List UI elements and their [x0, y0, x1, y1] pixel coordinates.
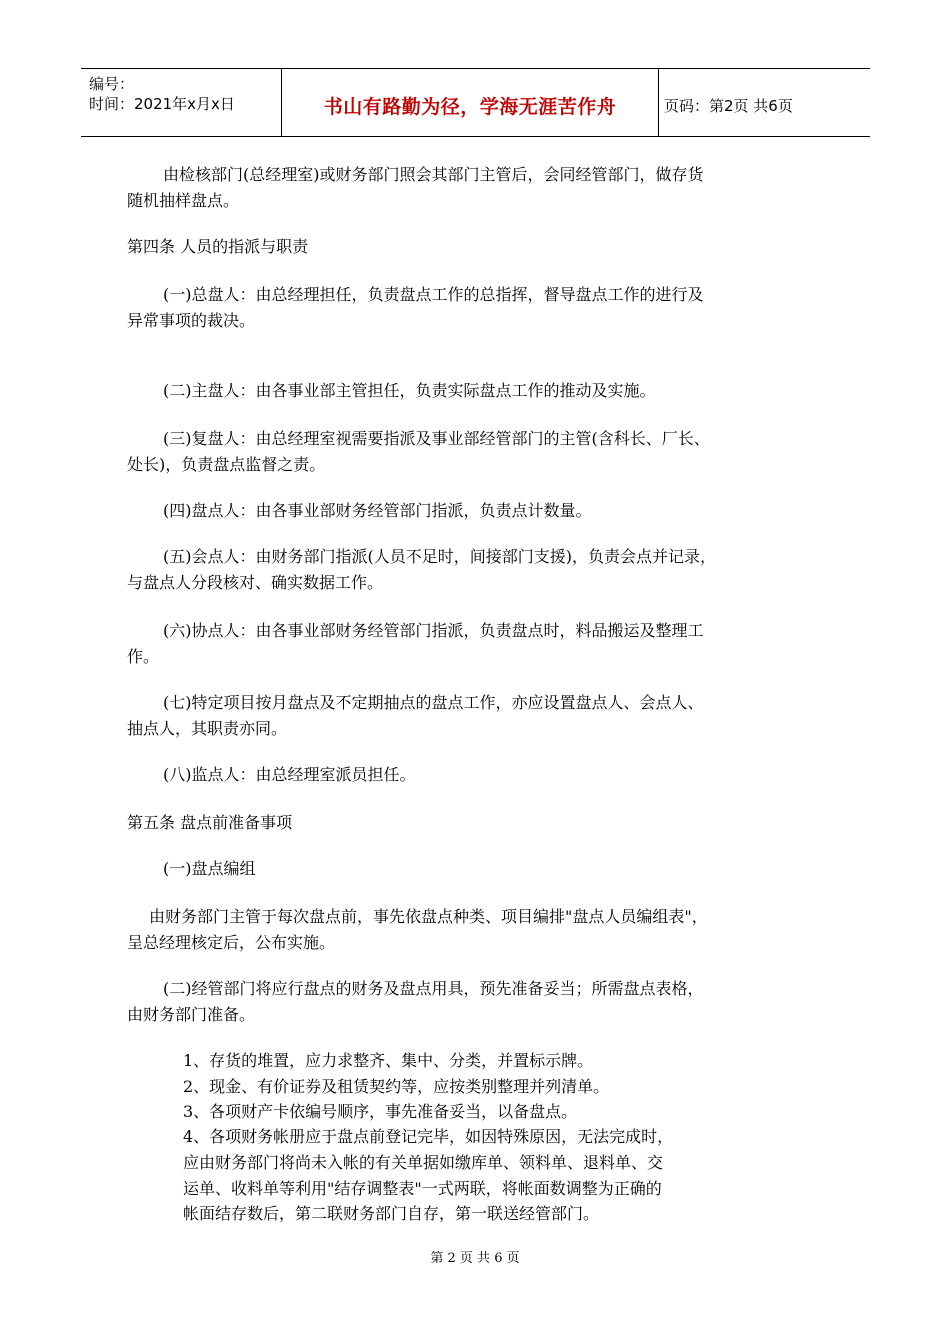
header-meta-cell [81, 69, 281, 136]
list-item: 2、现金、有价证券及租赁契约等，应按类别整理并列清单。 [183, 1077, 610, 1096]
paragraph-line: (二)主盘人：由各事业部主管担任，负责实际盘点工作的推动及实施。 [163, 381, 656, 400]
header-page-cell [658, 69, 870, 136]
list-item: 1、存货的堆置，应力求整齐、集中、分类，并置标示牌。 [183, 1051, 594, 1070]
paragraph-line: (一)盘点编组 [163, 859, 256, 878]
paragraph-line: 由检核部门(总经理室)或财务部门照会其部门主管后，会同经管部门，做存货 [163, 165, 704, 184]
paragraph-line: 呈总经理核定后，公布实施。 [127, 933, 336, 952]
list-item-continuation: 帐面结存数后，第二联财务部门自存，第一联送经管部门。 [183, 1204, 600, 1223]
page-header [81, 68, 870, 137]
serial-number-label: 编号： [89, 75, 135, 93]
paragraph-line: 异常事项的裁决。 [127, 311, 256, 330]
header-motto-cell [281, 69, 659, 136]
paragraph-line: (六)协点人：由各事业部财务经管部门指派，负责盘点时，料品搬运及整理工 [163, 621, 704, 640]
paragraph-line: 与盘点人分段核对、确实数据工作。 [127, 573, 384, 592]
date-label: 时间：2021年x月x日 [89, 95, 235, 113]
paragraph-line: (八)监点人：由总经理室派员担任。 [163, 765, 416, 784]
page-number-info: 页码：第2页 共6页 [664, 97, 793, 115]
paragraph-line: (四)盘点人：由各事业部财务经管部门指派，负责点计数量。 [163, 501, 592, 520]
list-item: 4、各项财务帐册应于盘点前登记完毕，如因特殊原因，无法完成时， [183, 1127, 674, 1146]
paragraph-line: 处长)，负责盘点监督之责。 [127, 455, 326, 474]
page-footer: 第 2 页 共 6 页 [430, 1251, 520, 1266]
motto-text: 书山有路勤为径，学海无涯苦作舟 [323, 96, 617, 118]
article-heading: 第四条 人员的指派与职责 [127, 237, 309, 256]
paragraph-line: (三)复盘人：由总经理室视需要指派及事业部经管部门的主管(含科长、厂长、 [163, 429, 710, 448]
paragraph-line: (一)总盘人：由总经理担任，负责盘点工作的总指挥，督导盘点工作的进行及 [163, 285, 704, 304]
list-item-continuation: 运单、收料单等利用"结存调整表"一式两联，将帐面数调整为正确的 [183, 1179, 662, 1198]
paragraph-line: 随机抽样盘点。 [127, 191, 240, 210]
paragraph-line: 由财务部门准备。 [127, 1005, 256, 1024]
article-heading: 第五条 盘点前准备事项 [127, 813, 293, 832]
paragraph-line: 由财务部门主管于每次盘点前，事先依盘点种类、项目编排"盘点人员编组表"， [149, 907, 708, 926]
paragraph-line: 抽点人，其职责亦同。 [127, 719, 288, 738]
paragraph-line: (七)特定项目按月盘点及不定期抽点的盘点工作，亦应设置盘点人、会点人、 [163, 693, 704, 712]
paragraph-line: (二)经管部门将应行盘点的财务及盘点用具，预先准备妥当；所需盘点表格， [163, 979, 704, 998]
list-item: 3、各项财产卡依编号顺序，事先准备妥当，以备盘点。 [183, 1102, 578, 1121]
paragraph-line: (五)会点人：由财务部门指派(人员不足时，间接部门支援)，负责会点并记录， [163, 547, 716, 566]
list-item-continuation: 应由财务部门将尚未入帐的有关单据如缴库单、领料单、退料单、交 [183, 1153, 664, 1172]
paragraph-line: 作。 [127, 647, 160, 666]
